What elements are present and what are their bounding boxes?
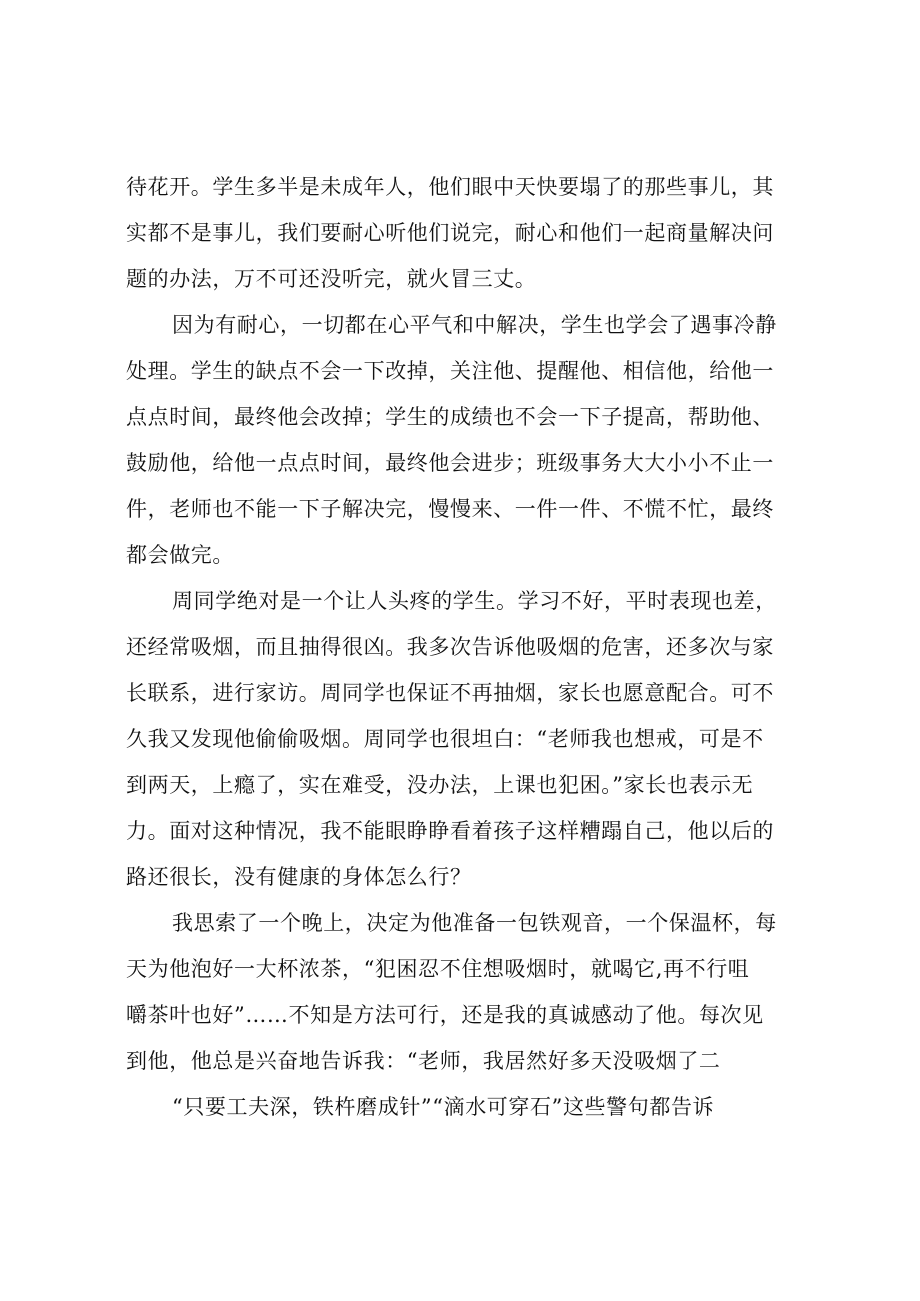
text-line: 还经常吸烟，而且抽得很凶。我多次告诉他吸烟的危害，还多次与家 (126, 635, 774, 659)
text-line: 长联系，进行家访。周同学也保证不再抽烟，家长也愿意配合。可不 (126, 681, 774, 705)
text-line: 久我又发现他偷偷吸烟。周同学也很坦白：“老师我也想戒，可是不 (126, 727, 764, 751)
paragraph-start-line: 因为有耐心，一切都在心平气和中解决，学生也学会了遇事冷静 (172, 313, 777, 337)
text-line: 嚼茶叶也好”……不知是方法可行，还是我的真诚感动了他。每次见 (126, 1003, 764, 1027)
text-line: 路还很长，没有健康的身体怎么行？ (126, 865, 472, 889)
text-line: 实都不是事儿，我们要耐心听他们说完，耐心和他们一起商量解决问 (126, 221, 774, 245)
paragraph-start-line: 我思索了一个晚上，决定为他准备一包铁观音，一个保温杯，每 (172, 911, 777, 935)
text-line: 都会做完。 (126, 543, 234, 567)
text-line: 点点时间，最终他会改掉；学生的成绩也不会一下子提高，帮助他、 (126, 405, 774, 429)
text-line: 天为他泡好一大杯浓茶，“犯困忍不住想吸烟时，就喝它,再不行咀 (126, 957, 750, 981)
paragraph-start-line: “只要工夫深，铁杵磨成针”“滴水可穿石”这些警句都告诉 (172, 1095, 715, 1119)
text-line: 题的办法，万不可还没听完，就火冒三丈。 (126, 267, 537, 291)
text-line: 到两天，上瘾了，实在难受，没办法，上课也犯困。”家长也表示无 (126, 773, 754, 797)
paragraph-start-line: 周同学绝对是一个让人头疼的学生。学习不好，平时表现也差， (172, 589, 777, 613)
text-line: 到他，他总是兴奋地告诉我：“老师，我居然好多天没吸烟了二 (126, 1049, 721, 1073)
text-line: 待花开。学生多半是未成年人，他们眼中天快要塌了的那些事儿，其 (126, 175, 774, 199)
body-text (126, 164, 826, 1130)
text-line: 鼓励他，给他一点点时间，最终他会进步；班级事务大大小小不止一 (126, 451, 774, 475)
text-line: 处理。学生的缺点不会一下改掉，关注他、提醒他、相信他，给他一 (126, 359, 774, 383)
text-line: 件，老师也不能一下子解决完，慢慢来、一件一件、不慌不忙，最终 (126, 497, 774, 521)
text-line: 力。面对这种情况，我不能眼睁睁看着孩子这样糟蹋自己，他以后的 (126, 819, 774, 843)
